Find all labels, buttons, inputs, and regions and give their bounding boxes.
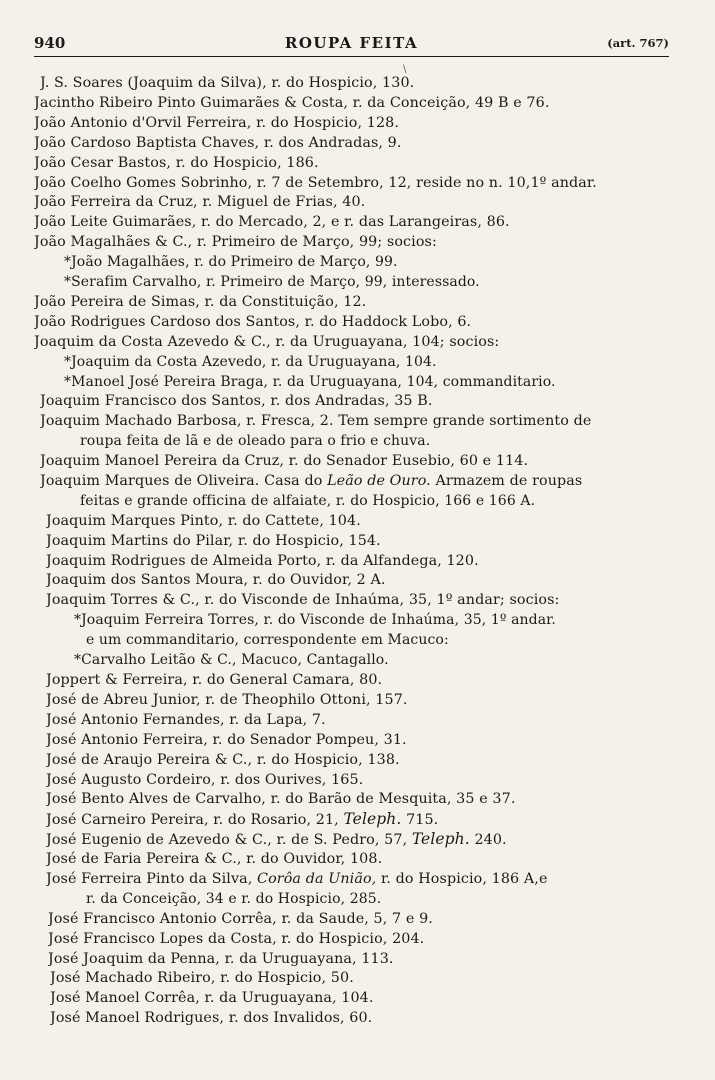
directory-entry-line: *Joaquim Ferreira Torres, r. do Visconde de Inhaúma, 35, 1º andar. [74,612,556,628]
directory-entry-line: José Francisco Antonio Corrêa, r. da Saude, 5, 7 e 9. [48,911,433,927]
directory-entry-line: Joaquim da Costa Azevedo & C., r. da Uruguayana, 104; socios: [34,334,500,350]
directory-entry-line: José Antonio Ferreira, r. do Senador Pompeu, 31. [46,732,407,748]
directory-entry-line: José Francisco Lopes da Costa, r. do Hospicio, 204. [48,931,425,947]
directory-entry-line: Joaquim Marques Pinto, r. do Cattete, 104. [46,513,361,529]
section-title: ROUPA FEITA [284,34,419,52]
directory-entry-line [46,810,685,829]
article-reference: (art. 767) [607,36,669,50]
entry-text: José Eugenio de Azevedo & C., r. de S. Pedro, 57, [46,832,412,848]
directory-entry-line: Joaquim Machado Barbosa, r. Fresca, 2. Tem sempre grande sortimento de [40,413,592,429]
directory-entry-line: José de Abreu Junior, r. de Theophilo Ottoni, 157. [46,692,408,708]
entry-text: Joaquim Marques de Oliveira. Casa do [40,473,328,489]
directory-entry-line: João Coelho Gomes Sobrinho, r. 7 de Setembro, 12, reside no n. 10,1º andar. [34,175,597,191]
directory-entry-line: Jacintho Ribeiro Pinto Guimarães & Costa, r. da Conceição, 49 B e 76. [34,95,550,111]
directory-entry-line: Joaquim Manoel Pereira da Cruz, r. do Senador Eusebio, 60 e 114. [40,453,529,469]
directory-entry-line: r. da Conceição, 34 e r. do Hospicio, 285. [86,891,382,907]
directory-entry-line: Joaquim Francisco dos Santos, r. dos Andradas, 35 B. [40,393,433,409]
directory-entry-line: José Manoel Rodrigues, r. dos Invalidos, 60. [50,1010,373,1026]
entry-text: José Carneiro Pereira, r. do Rosario, 21, [46,812,344,828]
page-number: 940 [34,34,66,52]
directory-entry-line: feitas e grande officina de alfaiate, r. do Hospicio, 166 e 166 A. [80,493,536,509]
entry-text: r. do Hospicio, 186 A,e [376,871,548,887]
directory-entry-line: João Magalhães & C., r. Primeiro de Março, 99; socios: [34,234,437,250]
entry-italic-text: Teleph. [343,810,402,828]
directory-entry-line: Joppert & Ferreira, r. do General Camara, 80. [46,672,383,688]
directory-entry-line: José de Araujo Pereira & C., r. do Hospicio, 138. [46,752,400,768]
directory-entry-line: e um commanditario, correspondente em Macuco: [86,632,449,648]
entry-text: 715. [401,812,439,828]
entry-italic-text: Corôa da União, [257,871,377,887]
directory-entry-line: João Rodrigues Cardoso dos Santos, r. do Haddock Lobo, 6. [34,314,472,330]
directory-entry-line: Joaquim Torres & C., r. do Visconde de Inhaúma, 35, 1º andar; socios: [46,592,560,608]
directory-entry-line: João Cardoso Baptista Chaves, r. dos Andradas, 9. [34,135,402,151]
directory-entry-line: José Augusto Cordeiro, r. dos Ourives, 165. [46,772,364,788]
directory-entry-line: João Cesar Bastos, r. do Hospicio, 186. [34,155,319,171]
directory-entry-line: *Joaquim da Costa Azevedo, r. da Uruguayana, 104. [64,354,437,370]
entry-text: Armazem de roupas [430,473,583,489]
directory-entry-line: Joaquim dos Santos Moura, r. do Ouvidor, 2 A. [46,572,386,588]
directory-entry-line: João Leite Guimarães, r. do Mercado, 2, e r. das Larangeiras, 86. [34,214,510,230]
directory-entry-line: Joaquim Martins do Pilar, r. do Hospicio, 154. [46,533,381,549]
print-mark: \ [403,64,407,75]
directory-entry-line: João Antonio d'Orvil Ferreira, r. do Hospicio, 128. [34,115,399,131]
entry-italic-text: Leão de Ouro. [327,473,431,489]
directory-entry-line: J. S. Soares (Joaquim da Silva), r. do Hospicio, 130. [40,75,415,91]
directory-entry-line [46,870,685,889]
entry-italic-text: Teleph. [411,830,470,848]
directory-entry-line: José Bento Alves de Carvalho, r. do Barão de Mesquita, 35 e 37. [46,791,516,807]
entry-text: José Ferreira Pinto da Silva, [46,871,258,887]
directory-entry-line: *Carvalho Leitão & C., Macuco, Cantagallo. [74,652,389,668]
directory-entry-line: *Manoel José Pereira Braga, r. da Uruguayana, 104, commanditario. [64,374,556,390]
directory-entry-line: *Serafim Carvalho, r. Primeiro de Março, 99, interessado. [64,274,480,290]
directory-entry-line: Joaquim Rodrigues de Almeida Porto, r. da Alfandega, 120. [46,553,479,569]
directory-entry-line: João Pereira de Simas, r. da Constituição, 12. [34,294,367,310]
entry-text: 240. [469,832,507,848]
directory-entry-line: José Joaquim da Penna, r. da Uruguayana, 113. [48,951,394,967]
directory-entry-line: José Antonio Fernandes, r. da Lapa, 7. [46,712,326,728]
directory-entry-line [40,472,685,491]
directory-entry-line [46,830,685,849]
directory-entry-line: José de Faria Pereira & C., r. do Ouvidor, 108. [46,851,383,867]
directory-entry-line: João Ferreira da Cruz, r. Miguel de Frias, 40. [34,194,366,210]
directory-entry-line: roupa feita de lã e de oleado para o frio e chuva. [80,433,431,449]
directory-entry-line: *João Magalhães, r. do Primeiro de Março, 99. [64,254,398,270]
directory-entry-line: José Manoel Corrêa, r. da Uruguayana, 104. [50,990,374,1006]
page-header [34,34,669,57]
directory-entry-line: José Machado Ribeiro, r. do Hospicio, 50. [50,970,354,986]
